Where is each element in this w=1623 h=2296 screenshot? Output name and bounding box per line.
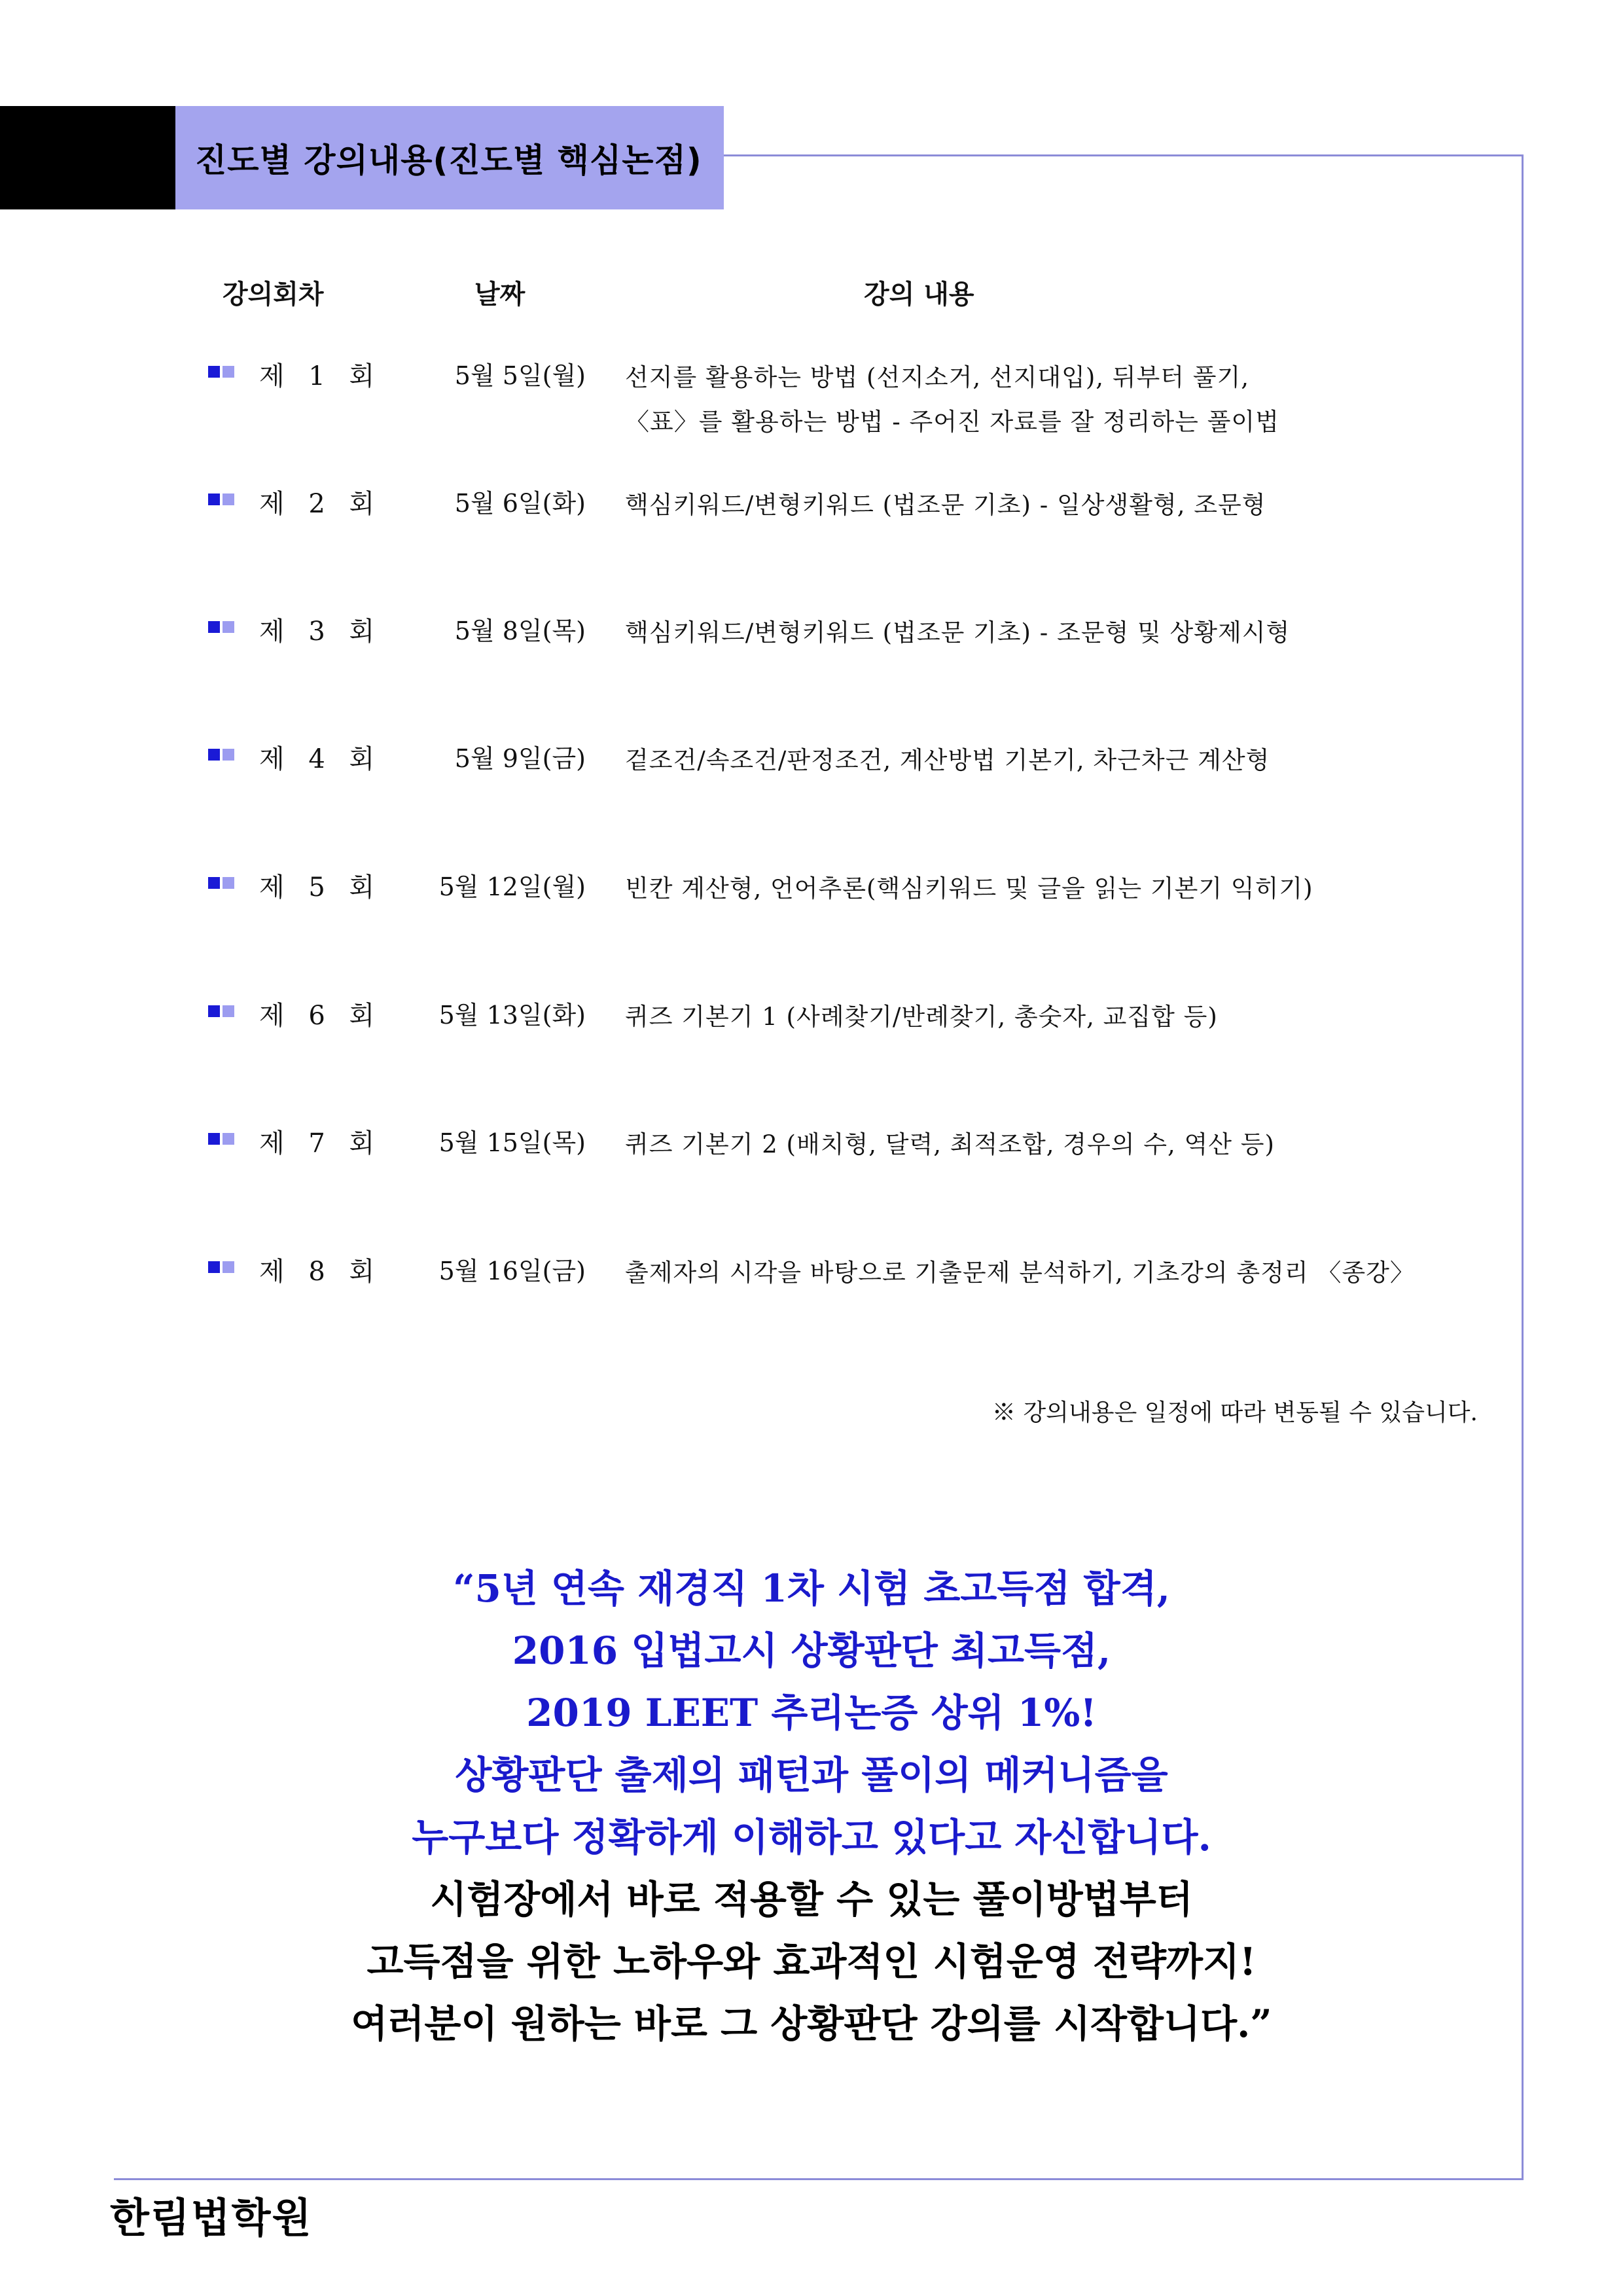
- square-bullet-icon: [208, 1133, 234, 1145]
- row-content-line: 퀴즈 기본기 1 (사례찾기/반례찾기, 총숫자, 교집합 등): [625, 1003, 1218, 1031]
- promo-quote: [0, 1558, 1623, 2055]
- quote-line: 2016 입법고시 상황판단 최고득점,: [512, 1628, 1111, 1673]
- row-session: 제 3 회: [259, 617, 383, 647]
- row-session: 제 7 회: [259, 1128, 383, 1158]
- row-session: 제 8 회: [259, 1257, 383, 1287]
- square-bullet-icon: [208, 1005, 234, 1017]
- frame-top-border: [724, 154, 1524, 156]
- quote-line: 상황판단 출제의 패턴과 풀이의 메커니즘을: [455, 1753, 1168, 1797]
- row-session: 제 1 회: [259, 361, 383, 391]
- row-content: [625, 995, 1218, 1039]
- row-content-line: 〈표〉를 활용하는 방법 - 주어진 자료를 잘 정리하는 풀이법: [625, 408, 1279, 436]
- column-header-content: 강의 내용: [864, 279, 974, 310]
- frame-bottom-border: [114, 2178, 1524, 2180]
- quote-line: 여러분이 원하는 바로 그 상황판단 강의를 시작합니다.”: [351, 2001, 1272, 2046]
- row-content: [625, 611, 1290, 655]
- hanlim-law-academy-logo: [110, 2186, 385, 2245]
- table-row: [0, 1117, 1505, 1202]
- row-content: [625, 1122, 1275, 1167]
- logo-text: 한림법학원: [110, 2194, 313, 2242]
- row-date: 5월 13일(화): [438, 1001, 586, 1030]
- quote-line: 2019 LEET 추리논증 상위 1%!: [526, 1691, 1097, 1735]
- table-row: [0, 350, 1505, 435]
- row-session: 제 2 회: [259, 489, 383, 519]
- schedule-note: ※ 강의내용은 일정에 따라 변동될 수 있습니다.: [991, 1399, 1478, 1426]
- table-row: [0, 478, 1505, 563]
- section-title-banner: [175, 106, 724, 209]
- table-row: [0, 605, 1505, 691]
- row-date: 5월 15일(목): [438, 1128, 586, 1157]
- section-title: 진도별 강의내용(진도별 핵심논점): [195, 141, 702, 179]
- quote-line: 누구보다 정확하게 이해하고 있다고 자신합니다.: [412, 1815, 1211, 1859]
- quote-line: 고득점을 위한 노하우와 효과적인 시험운영 전략까지!: [366, 1939, 1257, 1984]
- row-content-line: 퀴즈 기본기 2 (배치형, 달력, 최적조합, 경우의 수, 역산 등): [625, 1130, 1275, 1158]
- row-content: [625, 355, 1279, 444]
- quote-line: “5년 연속 재경직 1차 시험 초고득점 합격,: [453, 1566, 1170, 1611]
- row-session: 제 6 회: [259, 1001, 383, 1031]
- row-date: 5월 8일(목): [454, 617, 586, 645]
- row-date: 5월 9일(금): [454, 744, 586, 773]
- square-bullet-icon: [208, 493, 234, 505]
- row-date: 5월 6일(화): [454, 489, 586, 518]
- square-bullet-icon: [208, 749, 234, 761]
- row-session: 제 5 회: [259, 872, 383, 903]
- table-row: [0, 733, 1505, 818]
- row-content-line: 겉조건/속조건/판정조건, 계산방법 기본기, 차근차근 계산형: [625, 746, 1270, 774]
- row-content-line: 빈칸 계산형, 언어추론(핵심키워드 및 글을 읽는 기본기 익히기): [625, 874, 1313, 903]
- row-content: [625, 738, 1270, 783]
- square-bullet-icon: [208, 366, 234, 378]
- square-bullet-icon: [208, 1261, 234, 1273]
- row-content: [625, 867, 1313, 911]
- row-date: 5월 5일(월): [454, 361, 586, 390]
- header-black-block: [0, 106, 175, 209]
- square-bullet-icon: [208, 621, 234, 633]
- row-content: [625, 483, 1266, 528]
- row-date: 5월 12일(월): [438, 872, 586, 901]
- row-content-line: 출제자의 시각을 바탕으로 기출문제 분석하기, 기초강의 총정리 〈종강〉: [625, 1259, 1415, 1287]
- table-row: [0, 990, 1505, 1075]
- row-content: [625, 1251, 1415, 1295]
- table-row: [0, 1246, 1505, 1331]
- row-content-line: 핵심키워드/변형키워드 (법조문 기초) - 일상생활형, 조문형: [625, 491, 1266, 519]
- row-content-line: 핵심키워드/변형키워드 (법조문 기초) - 조문형 및 상황제시형: [625, 619, 1291, 647]
- row-date: 5월 16일(금): [438, 1257, 586, 1285]
- row-content-line: 선지를 활용하는 방법 (선지소거, 선지대입), 뒤부터 풀기,: [625, 363, 1250, 391]
- row-session: 제 4 회: [259, 744, 383, 774]
- square-bullet-icon: [208, 877, 234, 889]
- quote-line: 시험장에서 바로 적용할 수 있는 풀이방법부터: [430, 1877, 1193, 1922]
- column-header-session: 강의회차: [223, 279, 324, 310]
- table-row: [0, 861, 1505, 946]
- column-header-date: 날짜: [474, 279, 526, 310]
